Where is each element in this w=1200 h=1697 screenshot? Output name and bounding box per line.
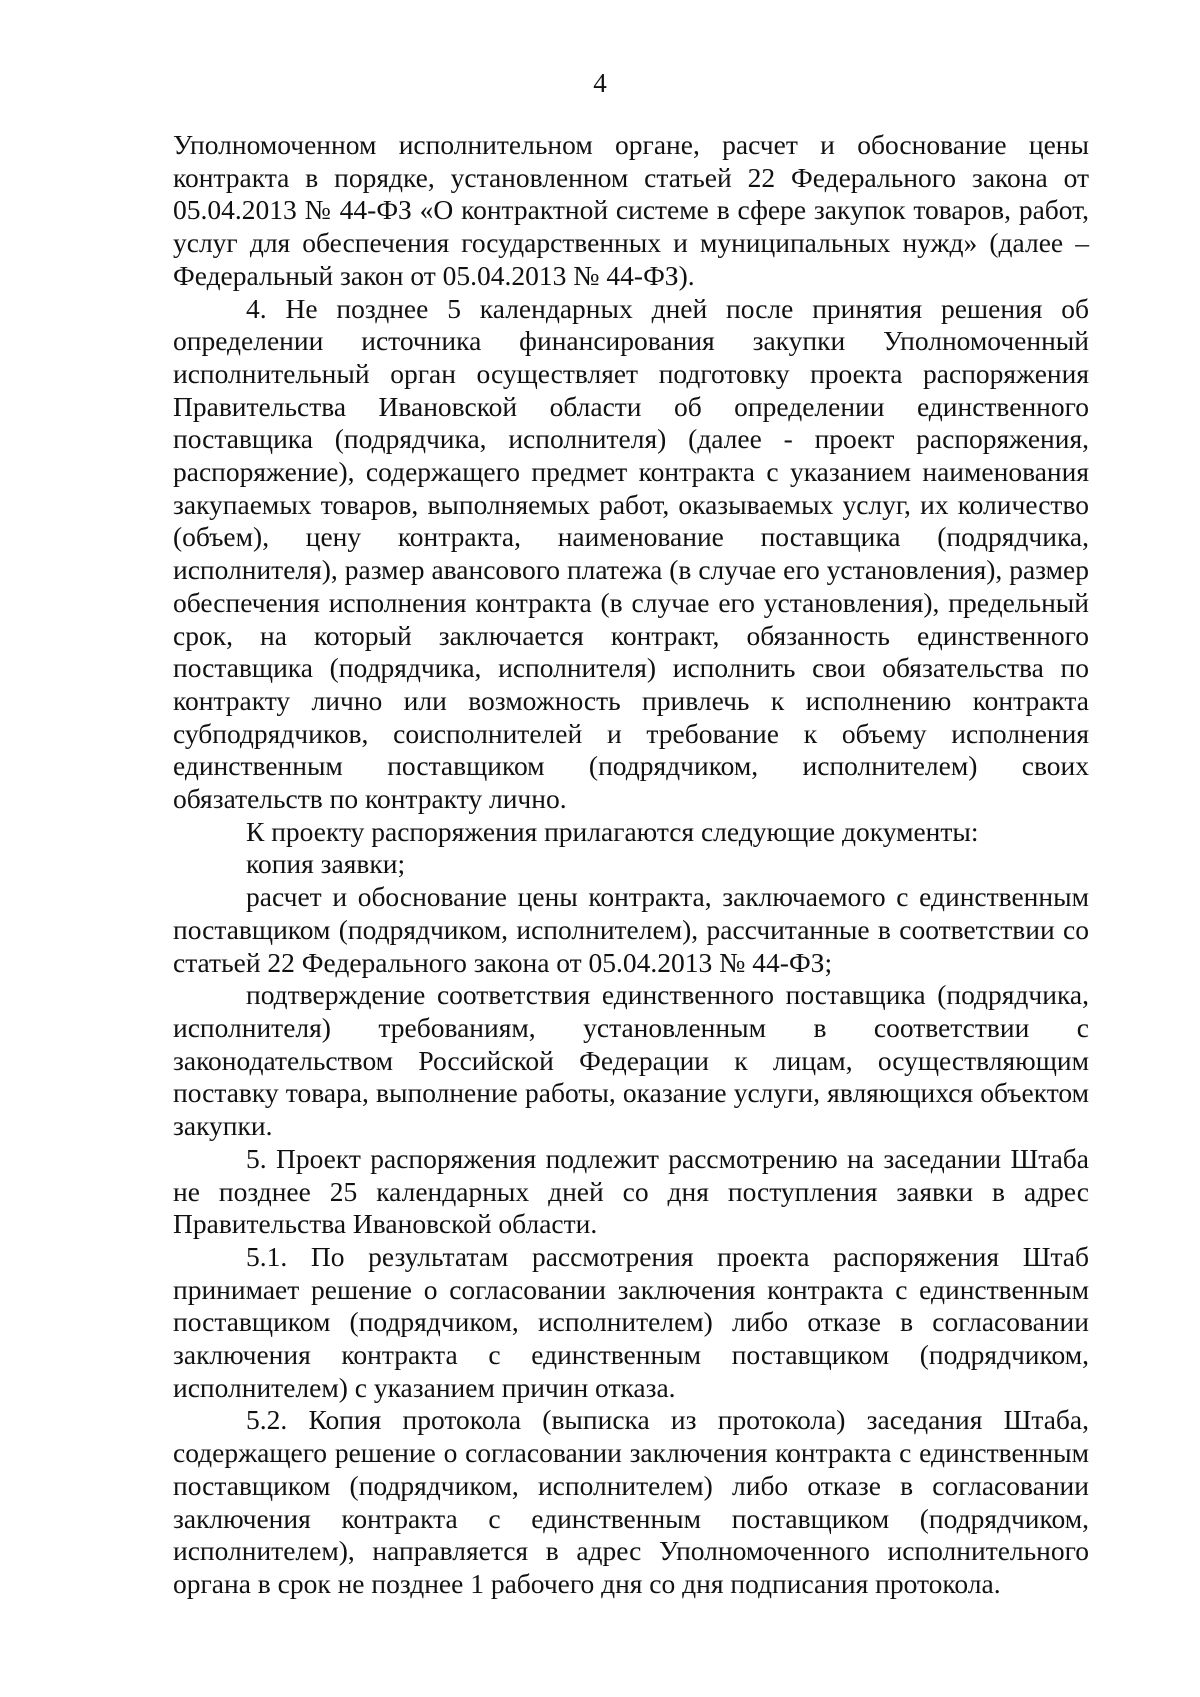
paragraph-attachment-price: расчет и обоснование цены контракта, заключаемого с единственным поставщиком (подрядчиком, исполнителем), рассчитанные в соответствии со статьей 22 Федерального закона от 05.04.2013 № 44-ФЗ; [173, 881, 1089, 978]
paragraph-continuation: Уполномоченном исполнительном органе, расчет и обоснование цены контракта в порядке, установленном статьей 22 Федерального закона от 05.04.2013 № 44-ФЗ «О контрактной системе в сфере закупок товаров, работ, услуг для обеспечения государственных и муниципальных нужд» (далее – Федеральный закон от 05.04.2013 № 44-ФЗ). [173, 129, 1089, 291]
paragraph-item-5-1: 5.1. По результатам рассмотрения проекта распоряжения Штаб принимает решение о согласовании заключения контракта с единственным поставщиком (подрядчиком, исполнителем) либо отказе в согласовании заключения контракта с единственным поставщиком (подрядчиком, исполнителем) с указанием причин отказа. [173, 1240, 1089, 1403]
page-number: 4 [593, 68, 607, 98]
document-body [173, 129, 1089, 1601]
paragraph-item-5-2: 5.2. Копия протокола (выписка из протокола) заседания Штаба, содержащего решение о согласовании заключения контракта с единственным поставщиком (подрядчиком, исполнителем) либо отказе в согласовании заключения контракта с единственным поставщиком (подрядчиком, исполнителем), направляется в адрес Уполномоченного исполнительного органа в срок не позднее 1 рабочего дня со дня подписания протокола. [173, 1404, 1089, 1599]
paragraph-attachments-intro: К проекту распоряжения прилагаются следующие документы: [246, 815, 979, 847]
paragraph-item-5: 5. Проект распоряжения подлежит рассмотрению на заседании Штаба не позднее 25 календарных дней со дня поступления заявки в адрес Правительства Ивановской области. [173, 1142, 1089, 1240]
paragraph-attachment-copy: копия заявки; [246, 848, 406, 880]
paragraph-item-4: 4. Не позднее 5 календарных дней после принятия решения об определении источника финансирования закупки Уполномоченный исполнительный орган осуществляет подготовку проекта распоряжения Правительства Ивановской области об определении единственного поставщика (подрядчика, исполнителя) (далее - проект распоряжения, распоряжение), содержащего предмет контракта с указанием наименования закупаемых товаров, выполняемых работ, оказываемых услуг, их количество (объем), цену контракта, наименование поставщика (подрядчика, исполнителя), размер авансового платежа (в случае его установления), размер обеспечения исполнения контракта (в случае его установления), предельный срок, на который заключается контракт, обязанность единственного поставщика (подрядчика, исполнителя) исполнить свои обязательства по контракту лично или возможность привлечь к исполнению контракта субподрядчиков, соисполнителей и требование к объему исполнения единственным поставщиком (подрядчиком, исполнителем) своих обязательств по контракту лично. [173, 292, 1089, 815]
paragraph-attachment-confirmation: подтверждение соответствия единственного поставщика (подрядчика, исполнителя) требованиям, установленным в соответствии с законодательством Российской Федерации к лицам, осуществляющим поставку товара, выполнение работы, оказание услуги, являющихся объектом закупки. [173, 979, 1089, 1142]
